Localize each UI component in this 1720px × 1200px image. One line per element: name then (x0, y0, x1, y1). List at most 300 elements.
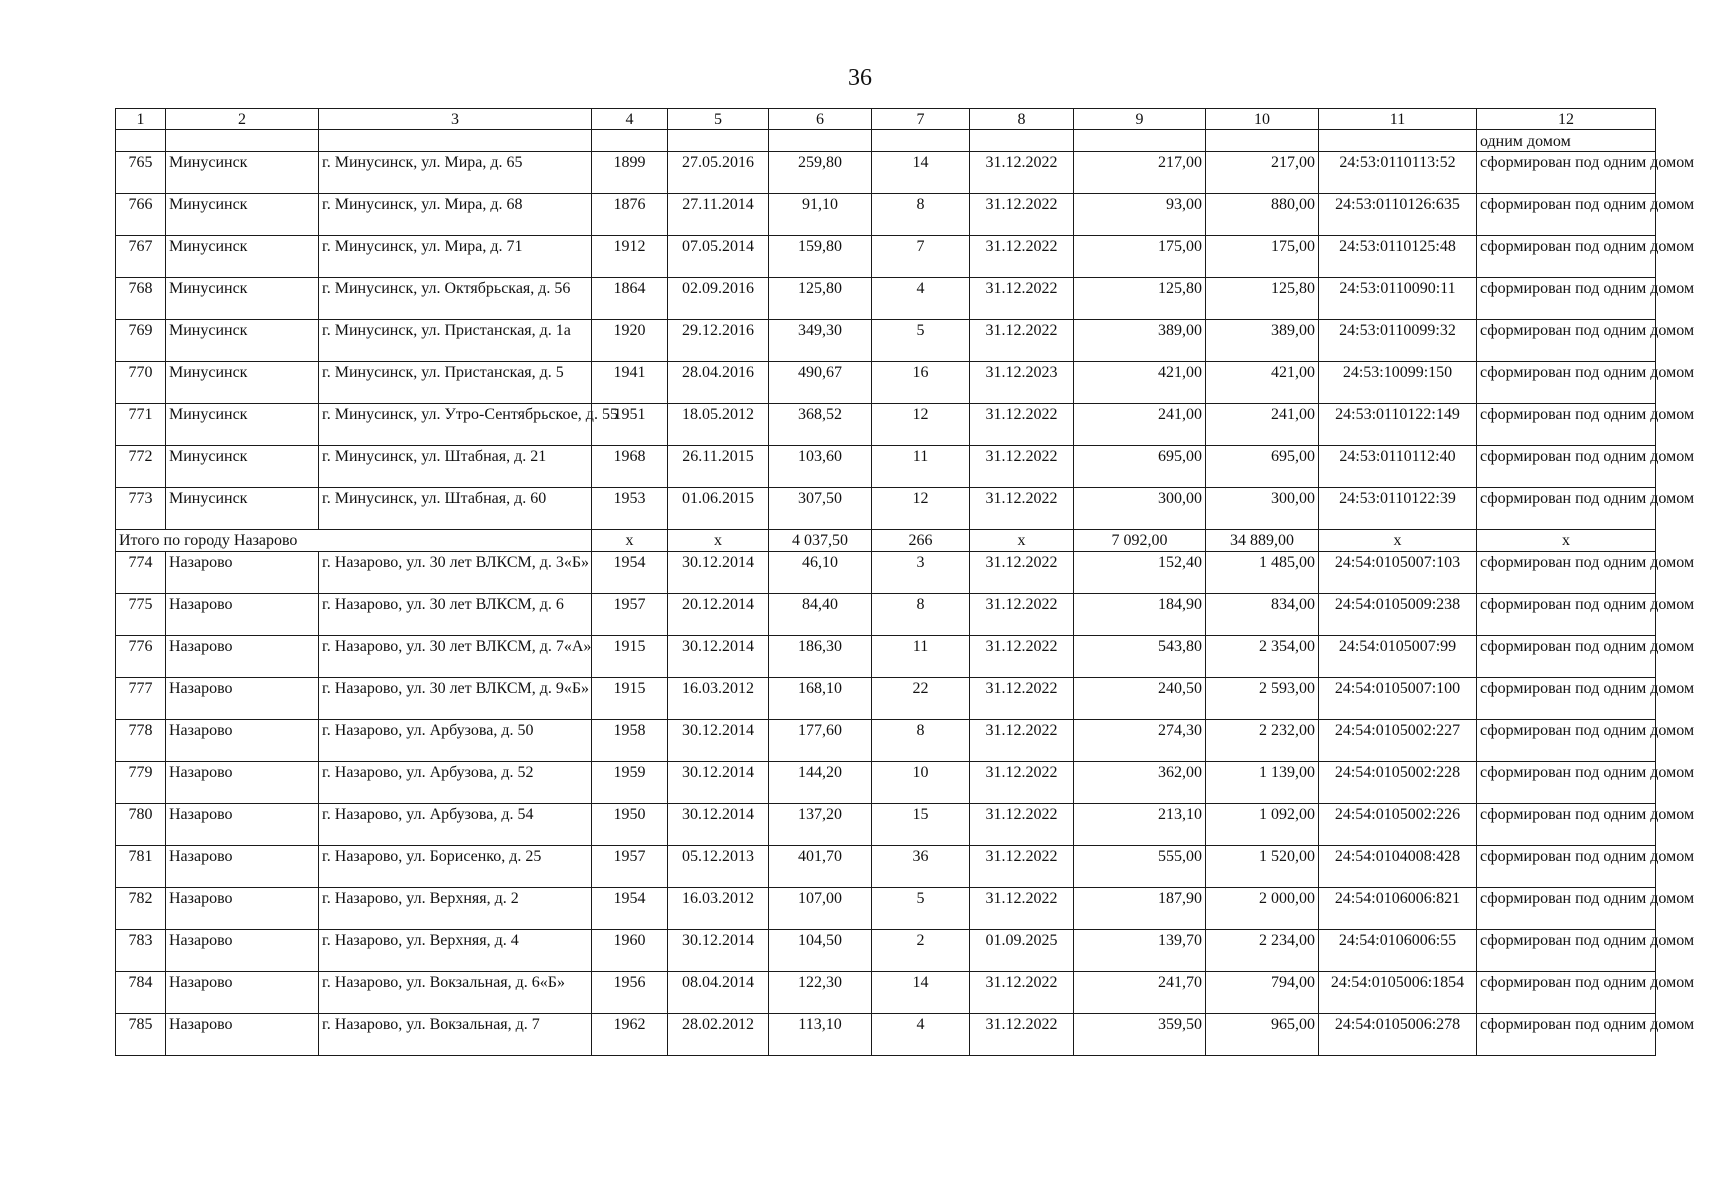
address-cell: г. Минусинск, ул. Штабная, д. 60 (319, 488, 592, 530)
area-cell: 91,10 (769, 194, 872, 236)
table-row (116, 404, 1656, 446)
build-year-cell: 1864 (592, 278, 668, 320)
address-cell: г. Минусинск, ул. Мира, д. 65 (319, 152, 592, 194)
value-10-cell: 421,00 (1206, 362, 1319, 404)
note-cell: сформирован под одним домом (1477, 488, 1656, 530)
value-9-cell: 139,70 (1074, 930, 1206, 972)
area-cell: 186,30 (769, 636, 872, 678)
end-date-cell: 31.12.2022 (970, 846, 1074, 888)
city-cell: Минусинск (166, 278, 319, 320)
value-10-cell: 241,00 (1206, 404, 1319, 446)
row-number: 775 (116, 594, 166, 636)
count-cell: 15 (872, 804, 970, 846)
end-date-cell: 31.12.2023 (970, 362, 1074, 404)
row-number: 779 (116, 762, 166, 804)
area-cell: 122,30 (769, 972, 872, 1014)
table-row (116, 320, 1656, 362)
address-cell: г. Назарово, ул. 30 лет ВЛКСМ, д. 6 (319, 594, 592, 636)
date-cell: 29.12.2016 (668, 320, 769, 362)
row-number: 774 (116, 552, 166, 594)
end-date-cell: 31.12.2022 (970, 488, 1074, 530)
value-10-cell: 1 092,00 (1206, 804, 1319, 846)
address-cell: г. Минусинск, ул. Мира, д. 68 (319, 194, 592, 236)
build-year-cell: 1959 (592, 762, 668, 804)
count-cell: 16 (872, 362, 970, 404)
cadastral-number-cell: 24:53:10099:150 (1319, 362, 1477, 404)
date-cell: 16.03.2012 (668, 678, 769, 720)
address-cell: г. Назарово, ул. Верхняя, д. 2 (319, 888, 592, 930)
table-row (116, 152, 1656, 194)
area-cell: 144,20 (769, 762, 872, 804)
table-row (116, 762, 1656, 804)
value-9-cell: 274,30 (1074, 720, 1206, 762)
value-9-cell: 359,50 (1074, 1014, 1206, 1056)
value-10-cell: 389,00 (1206, 320, 1319, 362)
build-year-cell: 1960 (592, 930, 668, 972)
city-cell: Минусинск (166, 194, 319, 236)
row-number: 765 (116, 152, 166, 194)
count-cell: 3 (872, 552, 970, 594)
address-cell: г. Назарово, ул. 30 лет ВЛКСМ, д. 7«А» (319, 636, 592, 678)
count-cell: 5 (872, 320, 970, 362)
date-cell: 16.03.2012 (668, 888, 769, 930)
note-cell: сформирован под одним домом (1477, 194, 1656, 236)
count-cell: 14 (872, 972, 970, 1014)
row-number: 770 (116, 362, 166, 404)
subtotal-cell: х (668, 530, 769, 552)
build-year-cell: 1920 (592, 320, 668, 362)
build-year-cell: 1876 (592, 194, 668, 236)
end-date-cell: 31.12.2022 (970, 320, 1074, 362)
column-header: 9 (1074, 109, 1206, 130)
column-header: 5 (668, 109, 769, 130)
end-date-cell: 31.12.2022 (970, 888, 1074, 930)
row-number: 776 (116, 636, 166, 678)
city-cell: Назарово (166, 972, 319, 1014)
column-number-row (116, 109, 1656, 130)
build-year-cell: 1941 (592, 362, 668, 404)
address-cell: г. Минусинск, ул. Пристанская, д. 1а (319, 320, 592, 362)
cadastral-number-cell: 24:53:0110122:39 (1319, 488, 1477, 530)
note-cell: сформирован под одним домом (1477, 972, 1656, 1014)
address-cell: г. Назарово, ул. 30 лет ВЛКСМ, д. 3«Б» (319, 552, 592, 594)
end-date-cell: 31.12.2022 (970, 720, 1074, 762)
address-cell: г. Назарово, ул. Борисенко, д. 25 (319, 846, 592, 888)
count-cell: 11 (872, 446, 970, 488)
housing-register-table (115, 108, 1695, 1056)
end-date-cell: 31.12.2022 (970, 594, 1074, 636)
cadastral-number-cell: 24:54:0104008:428 (1319, 846, 1477, 888)
address-cell: г. Назарово, ул. Верхняя, д. 4 (319, 930, 592, 972)
row-number: 784 (116, 972, 166, 1014)
address-cell: г. Назарово, ул. Арбузова, д. 50 (319, 720, 592, 762)
area-cell: 137,20 (769, 804, 872, 846)
city-cell: Минусинск (166, 362, 319, 404)
area-cell: 107,00 (769, 888, 872, 930)
row-number: 769 (116, 320, 166, 362)
count-cell: 4 (872, 278, 970, 320)
column-header: 10 (1206, 109, 1319, 130)
city-cell: Назарово (166, 846, 319, 888)
value-10-cell: 1 485,00 (1206, 552, 1319, 594)
date-cell: 30.12.2014 (668, 930, 769, 972)
city-cell: Назарово (166, 678, 319, 720)
value-10-cell: 965,00 (1206, 1014, 1319, 1056)
value-9-cell: 184,90 (1074, 594, 1206, 636)
note-cell: сформирован под одним домом (1477, 362, 1656, 404)
value-9-cell: 300,00 (1074, 488, 1206, 530)
note-cell: сформирован под одним домом (1477, 446, 1656, 488)
end-date-cell: 31.12.2022 (970, 972, 1074, 1014)
note-cell: сформирован под одним домом (1477, 552, 1656, 594)
row-number: 771 (116, 404, 166, 446)
table-row (116, 972, 1656, 1014)
date-cell: 08.04.2014 (668, 972, 769, 1014)
build-year-cell: 1954 (592, 552, 668, 594)
build-year-cell: 1912 (592, 236, 668, 278)
address-cell: г. Минусинск, ул. Мира, д. 71 (319, 236, 592, 278)
city-cell: Назарово (166, 804, 319, 846)
value-10-cell: 2 354,00 (1206, 636, 1319, 678)
date-cell: 05.12.2013 (668, 846, 769, 888)
count-cell: 11 (872, 636, 970, 678)
note-cell: сформирован под одним домом (1477, 804, 1656, 846)
cadastral-number-cell: 24:54:0105007:103 (1319, 552, 1477, 594)
build-year-cell: 1899 (592, 152, 668, 194)
table-row (116, 930, 1656, 972)
count-cell: 8 (872, 594, 970, 636)
note-cell: сформирован под одним домом (1477, 636, 1656, 678)
value-10-cell: 834,00 (1206, 594, 1319, 636)
value-10-cell: 1 520,00 (1206, 846, 1319, 888)
city-cell: Минусинск (166, 446, 319, 488)
count-cell: 2 (872, 930, 970, 972)
end-date-cell: 31.12.2022 (970, 446, 1074, 488)
city-cell: Назарово (166, 594, 319, 636)
value-9-cell: 217,00 (1074, 152, 1206, 194)
value-10-cell: 794,00 (1206, 972, 1319, 1014)
date-cell: 27.11.2014 (668, 194, 769, 236)
address-cell: г. Минусинск, ул. Утро-Сентябрьское, д. 55 (319, 404, 592, 446)
subtotal-cell: х (592, 530, 668, 552)
cadastral-number-cell: 24:54:0105007:99 (1319, 636, 1477, 678)
table-row (116, 846, 1656, 888)
build-year-cell: 1956 (592, 972, 668, 1014)
row-number: 772 (116, 446, 166, 488)
date-cell: 30.12.2014 (668, 720, 769, 762)
count-cell: 12 (872, 404, 970, 446)
row-number: 766 (116, 194, 166, 236)
city-cell: Минусинск (166, 152, 319, 194)
note-cell: сформирован под одним домом (1477, 404, 1656, 446)
end-date-cell: 31.12.2022 (970, 236, 1074, 278)
cadastral-number-cell: 24:54:0105002:227 (1319, 720, 1477, 762)
row-number: 777 (116, 678, 166, 720)
value-10-cell: 1 139,00 (1206, 762, 1319, 804)
subtotal-cell: 7 092,00 (1074, 530, 1206, 552)
column-header: 3 (319, 109, 592, 130)
value-9-cell: 389,00 (1074, 320, 1206, 362)
cadastral-number-cell: 24:54:0105002:228 (1319, 762, 1477, 804)
value-9-cell: 555,00 (1074, 846, 1206, 888)
area-cell: 368,52 (769, 404, 872, 446)
count-cell: 5 (872, 888, 970, 930)
table-row (116, 804, 1656, 846)
count-cell: 12 (872, 488, 970, 530)
value-10-cell: 2 000,00 (1206, 888, 1319, 930)
count-cell: 8 (872, 194, 970, 236)
address-cell: г. Назарово, ул. Вокзальная, д. 6«Б» (319, 972, 592, 1014)
row-number: 778 (116, 720, 166, 762)
continued-note: одним домом (1477, 130, 1656, 152)
note-cell: сформирован под одним домом (1477, 320, 1656, 362)
end-date-cell: 01.09.2025 (970, 930, 1074, 972)
build-year-cell: 1957 (592, 594, 668, 636)
cadastral-number-cell: 24:54:0106006:821 (1319, 888, 1477, 930)
build-year-cell: 1968 (592, 446, 668, 488)
address-cell: г. Назарово, ул. Арбузова, д. 54 (319, 804, 592, 846)
date-cell: 30.12.2014 (668, 762, 769, 804)
area-cell: 401,70 (769, 846, 872, 888)
note-cell: сформирован под одним домом (1477, 278, 1656, 320)
cadastral-number-cell: 24:54:0105007:100 (1319, 678, 1477, 720)
table-row (116, 636, 1656, 678)
cadastral-number-cell: 24:53:0110090:11 (1319, 278, 1477, 320)
note-cell: сформирован под одним домом (1477, 594, 1656, 636)
value-9-cell: 241,00 (1074, 404, 1206, 446)
table-row (116, 594, 1656, 636)
build-year-cell: 1957 (592, 846, 668, 888)
cadastral-number-cell: 24:53:0110099:32 (1319, 320, 1477, 362)
subtotal-cell: 4 037,50 (769, 530, 872, 552)
value-10-cell: 695,00 (1206, 446, 1319, 488)
city-cell: Назарово (166, 1014, 319, 1056)
continuation-row (116, 130, 1656, 152)
value-10-cell: 217,00 (1206, 152, 1319, 194)
table-row (116, 278, 1656, 320)
city-cell: Минусинск (166, 236, 319, 278)
area-cell: 125,80 (769, 278, 872, 320)
date-cell: 27.05.2016 (668, 152, 769, 194)
date-cell: 01.06.2015 (668, 488, 769, 530)
address-cell: г. Назарово, ул. 30 лет ВЛКСМ, д. 9«Б» (319, 678, 592, 720)
table-row (116, 888, 1656, 930)
end-date-cell: 31.12.2022 (970, 194, 1074, 236)
row-number: 783 (116, 930, 166, 972)
value-10-cell: 880,00 (1206, 194, 1319, 236)
build-year-cell: 1954 (592, 888, 668, 930)
city-cell: Назарово (166, 636, 319, 678)
value-9-cell: 543,80 (1074, 636, 1206, 678)
area-cell: 307,50 (769, 488, 872, 530)
city-cell: Назарово (166, 762, 319, 804)
area-cell: 113,10 (769, 1014, 872, 1056)
end-date-cell: 31.12.2022 (970, 278, 1074, 320)
build-year-cell: 1958 (592, 720, 668, 762)
column-header: 4 (592, 109, 668, 130)
row-number: 782 (116, 888, 166, 930)
value-9-cell: 240,50 (1074, 678, 1206, 720)
value-9-cell: 421,00 (1074, 362, 1206, 404)
table-row (116, 362, 1656, 404)
cadastral-number-cell: 24:53:0110112:40 (1319, 446, 1477, 488)
date-cell: 02.09.2016 (668, 278, 769, 320)
value-9-cell: 187,90 (1074, 888, 1206, 930)
build-year-cell: 1915 (592, 678, 668, 720)
table-row (116, 552, 1656, 594)
page-number: 36 (848, 65, 872, 91)
area-cell: 259,80 (769, 152, 872, 194)
build-year-cell: 1953 (592, 488, 668, 530)
column-header: 6 (769, 109, 872, 130)
cadastral-number-cell: 24:54:0105009:238 (1319, 594, 1477, 636)
table-row (116, 678, 1656, 720)
address-cell: г. Минусинск, ул. Штабная, д. 21 (319, 446, 592, 488)
subtotal-cell: х (970, 530, 1074, 552)
end-date-cell: 31.12.2022 (970, 804, 1074, 846)
count-cell: 8 (872, 720, 970, 762)
count-cell: 22 (872, 678, 970, 720)
cadastral-number-cell: 24:53:0110126:635 (1319, 194, 1477, 236)
row-number: 768 (116, 278, 166, 320)
date-cell: 26.11.2015 (668, 446, 769, 488)
row-number: 781 (116, 846, 166, 888)
date-cell: 30.12.2014 (668, 636, 769, 678)
area-cell: 168,10 (769, 678, 872, 720)
table-row (116, 1014, 1656, 1056)
table-row (116, 194, 1656, 236)
date-cell: 20.12.2014 (668, 594, 769, 636)
address-cell: г. Минусинск, ул. Пристанская, д. 5 (319, 362, 592, 404)
row-number: 780 (116, 804, 166, 846)
column-header: 11 (1319, 109, 1477, 130)
count-cell: 14 (872, 152, 970, 194)
subtotal-cell: 266 (872, 530, 970, 552)
note-cell: сформирован под одним домом (1477, 236, 1656, 278)
column-header: 7 (872, 109, 970, 130)
area-cell: 177,60 (769, 720, 872, 762)
value-10-cell: 125,80 (1206, 278, 1319, 320)
column-header: 1 (116, 109, 166, 130)
city-cell: Назарово (166, 552, 319, 594)
end-date-cell: 31.12.2022 (970, 678, 1074, 720)
cadastral-number-cell: 24:54:0105006:278 (1319, 1014, 1477, 1056)
date-cell: 28.02.2012 (668, 1014, 769, 1056)
city-cell: Назарово (166, 888, 319, 930)
value-9-cell: 152,40 (1074, 552, 1206, 594)
address-cell: г. Назарово, ул. Арбузова, д. 52 (319, 762, 592, 804)
note-cell: сформирован под одним домом (1477, 152, 1656, 194)
date-cell: 30.12.2014 (668, 804, 769, 846)
build-year-cell: 1915 (592, 636, 668, 678)
row-number: 773 (116, 488, 166, 530)
cadastral-number-cell: 24:53:0110122:149 (1319, 404, 1477, 446)
date-cell: 28.04.2016 (668, 362, 769, 404)
city-cell: Назарово (166, 930, 319, 972)
address-cell: г. Минусинск, ул. Октябрьская, д. 56 (319, 278, 592, 320)
column-header: 2 (166, 109, 319, 130)
note-cell: сформирован под одним домом (1477, 1014, 1656, 1056)
area-cell: 490,67 (769, 362, 872, 404)
value-10-cell: 2 593,00 (1206, 678, 1319, 720)
area-cell: 349,30 (769, 320, 872, 362)
value-10-cell: 175,00 (1206, 236, 1319, 278)
date-cell: 07.05.2014 (668, 236, 769, 278)
count-cell: 36 (872, 846, 970, 888)
end-date-cell: 31.12.2022 (970, 404, 1074, 446)
build-year-cell: 1950 (592, 804, 668, 846)
build-year-cell: 1951 (592, 404, 668, 446)
note-cell: сформирован под одним домом (1477, 846, 1656, 888)
note-cell: сформирован под одним домом (1477, 678, 1656, 720)
subtotal-cell: х (1319, 530, 1477, 552)
row-number: 767 (116, 236, 166, 278)
table-row (116, 446, 1656, 488)
table-row (116, 488, 1656, 530)
note-cell: сформирован под одним домом (1477, 930, 1656, 972)
cadastral-number-cell: 24:54:0106006:55 (1319, 930, 1477, 972)
area-cell: 84,40 (769, 594, 872, 636)
cadastral-number-cell: 24:54:0105006:1854 (1319, 972, 1477, 1014)
row-number: 785 (116, 1014, 166, 1056)
cadastral-number-cell: 24:53:0110113:52 (1319, 152, 1477, 194)
value-10-cell: 300,00 (1206, 488, 1319, 530)
area-cell: 104,50 (769, 930, 872, 972)
count-cell: 10 (872, 762, 970, 804)
area-cell: 103,60 (769, 446, 872, 488)
value-9-cell: 93,00 (1074, 194, 1206, 236)
value-9-cell: 695,00 (1074, 446, 1206, 488)
city-cell: Назарово (166, 720, 319, 762)
table-row (116, 720, 1656, 762)
subtotal-cell: х (1477, 530, 1656, 552)
address-cell: г. Назарово, ул. Вокзальная, д. 7 (319, 1014, 592, 1056)
end-date-cell: 31.12.2022 (970, 636, 1074, 678)
count-cell: 4 (872, 1014, 970, 1056)
value-9-cell: 362,00 (1074, 762, 1206, 804)
note-cell: сформирован под одним домом (1477, 720, 1656, 762)
city-cell: Минусинск (166, 488, 319, 530)
subtotal-row (116, 530, 1656, 552)
value-10-cell: 2 234,00 (1206, 930, 1319, 972)
value-9-cell: 241,70 (1074, 972, 1206, 1014)
subtotal-label: Итого по городу Назарово (116, 530, 592, 552)
value-9-cell: 125,80 (1074, 278, 1206, 320)
count-cell: 7 (872, 236, 970, 278)
end-date-cell: 31.12.2022 (970, 552, 1074, 594)
date-cell: 30.12.2014 (668, 552, 769, 594)
build-year-cell: 1962 (592, 1014, 668, 1056)
note-cell: сформирован под одним домом (1477, 888, 1656, 930)
cadastral-number-cell: 24:54:0105002:226 (1319, 804, 1477, 846)
date-cell: 18.05.2012 (668, 404, 769, 446)
column-header: 12 (1477, 109, 1656, 130)
area-cell: 159,80 (769, 236, 872, 278)
end-date-cell: 31.12.2022 (970, 762, 1074, 804)
column-header: 8 (970, 109, 1074, 130)
value-10-cell: 2 232,00 (1206, 720, 1319, 762)
city-cell: Минусинск (166, 404, 319, 446)
end-date-cell: 31.12.2022 (970, 1014, 1074, 1056)
city-cell: Минусинск (166, 320, 319, 362)
end-date-cell: 31.12.2022 (970, 152, 1074, 194)
value-9-cell: 175,00 (1074, 236, 1206, 278)
area-cell: 46,10 (769, 552, 872, 594)
value-9-cell: 213,10 (1074, 804, 1206, 846)
cadastral-number-cell: 24:53:0110125:48 (1319, 236, 1477, 278)
note-cell: сформирован под одним домом (1477, 762, 1656, 804)
subtotal-cell: 34 889,00 (1206, 530, 1319, 552)
